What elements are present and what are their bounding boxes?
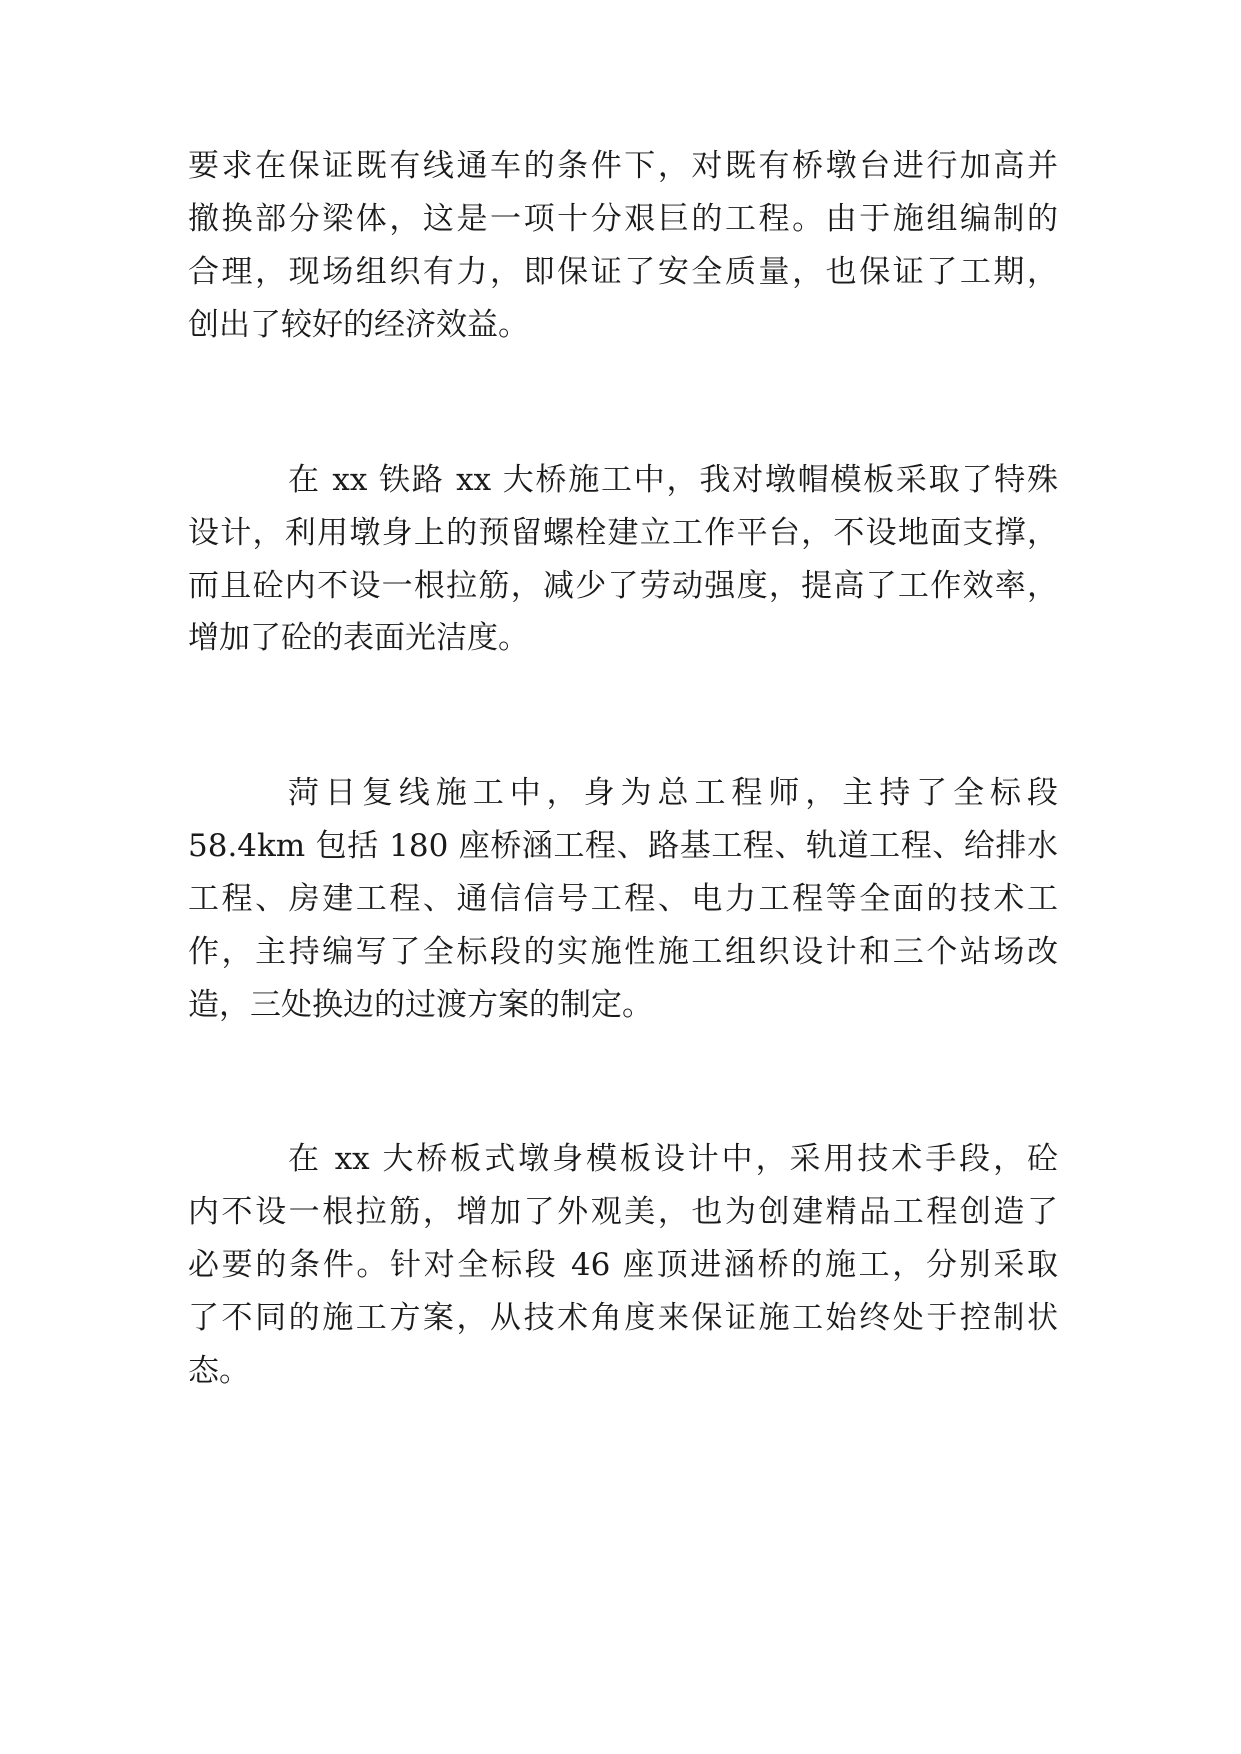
text-line: 菏日复线施工中，身为总工程师，主持了全标段 [288, 775, 1058, 811]
text-line: 了不同的施工方案，从技术角度来保证施工始终处于控制状 [188, 1300, 1058, 1336]
text-line: 造，三处换边的过渡方案的制定。 [188, 987, 653, 1023]
text-line: 必要的条件。针对全标段 46 座顶进涵桥的施工，分别采取 [188, 1247, 1058, 1283]
text-line: 工程、房建工程、通信信号工程、电力工程等全面的技术工 [188, 881, 1058, 917]
text-line: 设计，利用墩身上的预留螺栓建立工作平台，不设地面支撑， [188, 515, 1058, 551]
text-line: 在 xx 大桥板式墩身模板设计中，采用技术手段，砼 [288, 1141, 1058, 1177]
text-line: 内不设一根拉筋，增加了外观美，也为创建精品工程创造了 [188, 1194, 1058, 1230]
text-line: 撤换部分梁体，这是一项十分艰巨的工程。由于施组编制的 [188, 201, 1058, 237]
text-line: 态。 [188, 1353, 250, 1389]
text-line: 作，主持编写了全标段的实施性施工组织设计和三个站场改 [188, 934, 1058, 970]
text-line: 在 xx 铁路 xx 大桥施工中，我对墩帽模板采取了特殊 [288, 462, 1058, 498]
text-line: 创出了较好的经济效益。 [188, 307, 529, 343]
text-line: 合理，现场组织有力，即保证了安全质量，也保证了工期， [188, 254, 1058, 290]
text-line: 而且砼内不设一根拉筋，减少了劳动强度，提高了工作效率， [188, 568, 1058, 604]
text-line: 增加了砼的表面光洁度。 [188, 620, 529, 656]
text-line: 要求在保证既有线通车的条件下，对既有桥墩台进行加高并 [188, 148, 1058, 184]
text-line: 58.4km 包括 180 座桥涵工程、路基工程、轨道工程、给排水 [188, 828, 1058, 864]
